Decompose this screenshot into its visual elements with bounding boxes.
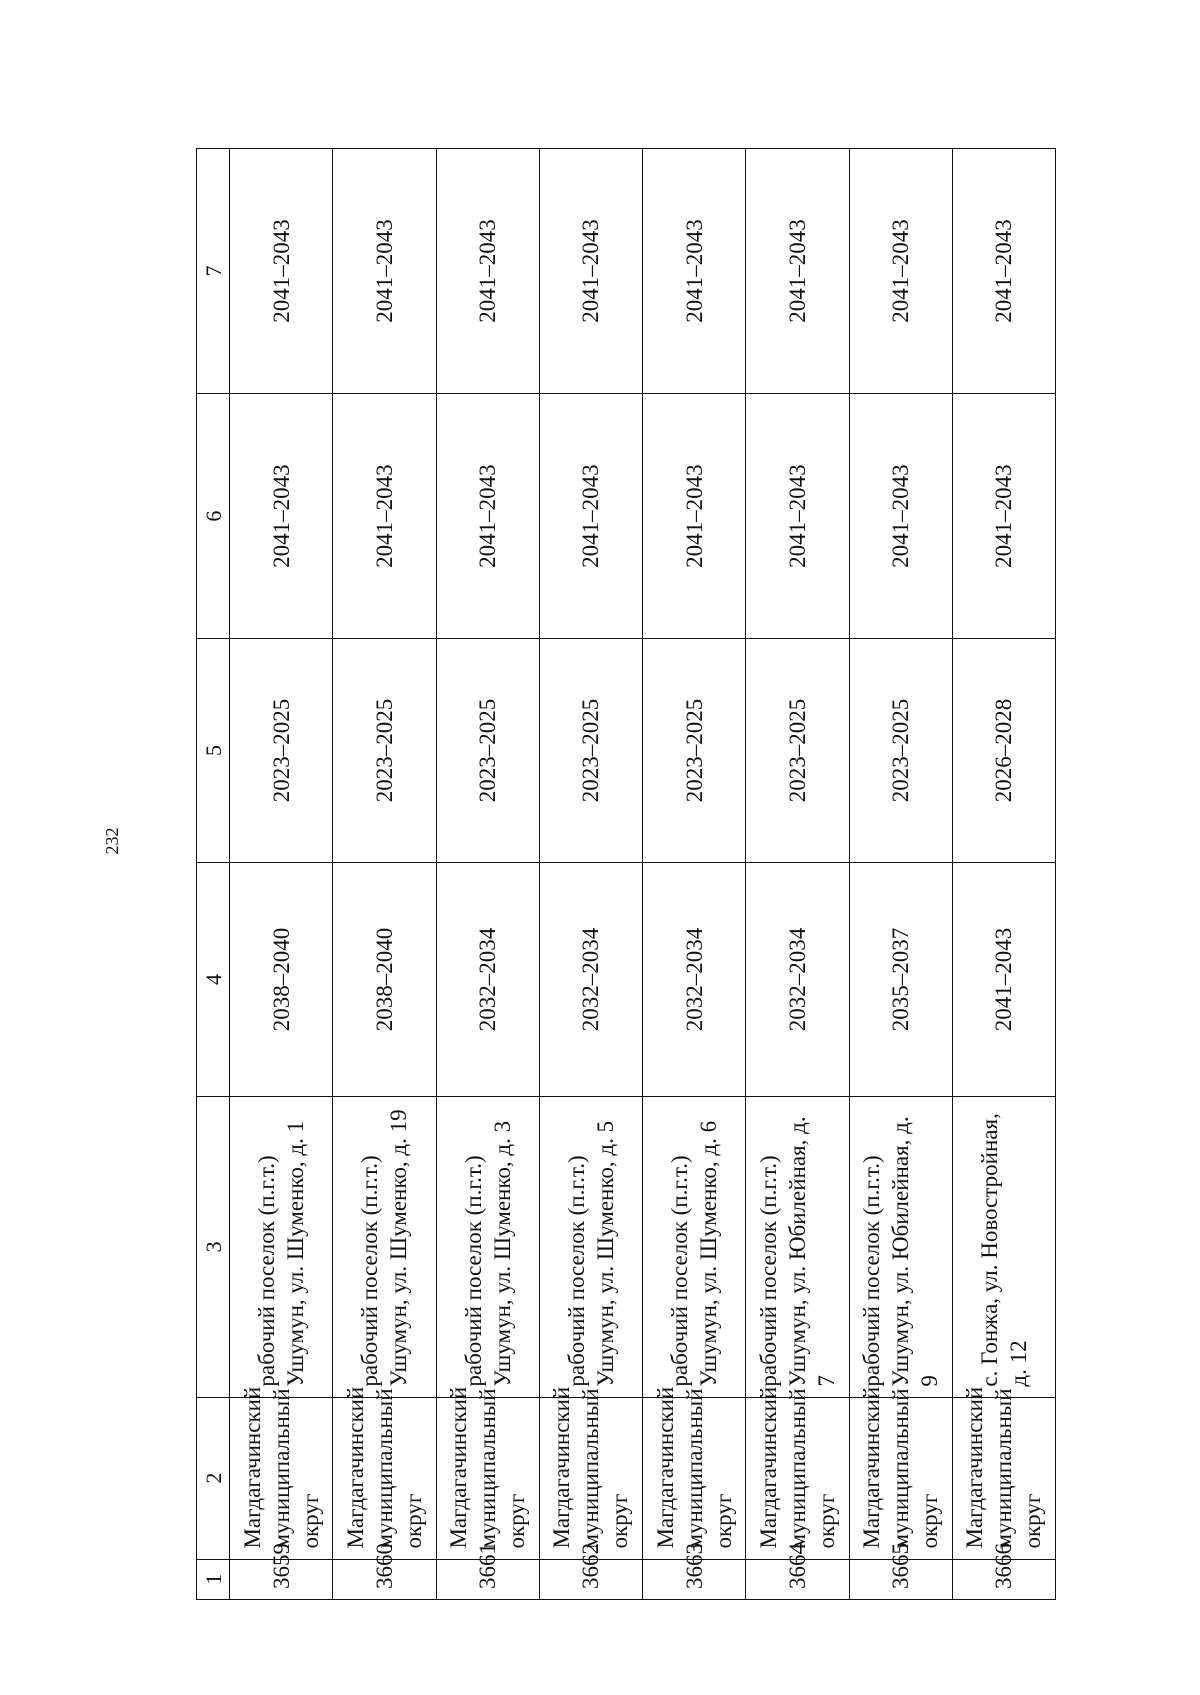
column-5-cell: 2026–2028 [952,639,1055,863]
row-number-cell: 3659 [230,1559,333,1599]
address-cell: с. Гонжа, ул. Новостройная, д. 12 [952,1097,1055,1397]
column-6-cell: 2041–2043 [436,394,539,639]
column-7-cell: 2041–2043 [952,149,1055,394]
table-row [746,149,849,1600]
column-6-cell: 2041–2043 [849,394,952,639]
district-cell: Магдагачинский муниципальный округ [952,1397,1055,1559]
column-4-cell: 2038–2040 [333,862,436,1096]
district-cell: Магдагачинский муниципальный округ [746,1397,849,1559]
registry-table [196,148,1056,1600]
table-row [436,149,539,1600]
table-wrapper [196,148,1056,1600]
district-cell: Магдагачинский муниципальный округ [333,1397,436,1559]
page-number: 232 [102,827,122,855]
row-number-cell: 3664 [746,1559,849,1599]
address-cell: рабочий поселок (п.г.т.) Ушумун, ул. Юбилейная, д. 9 [849,1097,952,1397]
table-row [952,149,1055,1600]
table-row [333,149,436,1600]
column-4-cell: 2032–2034 [436,862,539,1096]
column-4-cell: 2038–2040 [230,862,333,1096]
column-4-cell: 2041–2043 [952,862,1055,1096]
district-cell: Магдагачинский муниципальный округ [643,1397,746,1559]
district-cell: Магдагачинский муниципальный округ [436,1397,539,1559]
column-5-cell: 2023–2025 [746,639,849,863]
district-cell: Магдагачинский муниципальный округ [849,1397,952,1559]
row-number-cell: 3661 [436,1559,539,1599]
header-cell-4: 4 [197,862,230,1096]
address-cell: рабочий поселок (п.г.т.) Ушумун, ул. Шуменко, д. 1 [230,1097,333,1397]
column-4-cell: 2032–2034 [746,862,849,1096]
column-6-cell: 2041–2043 [746,394,849,639]
column-6-cell: 2041–2043 [333,394,436,639]
column-7-cell: 2041–2043 [333,149,436,394]
address-cell: рабочий поселок (п.г.т.) Ушумун, ул. Шуменко, д. 6 [643,1097,746,1397]
column-7-cell: 2041–2043 [746,149,849,394]
header-cell-7: 7 [197,149,230,394]
row-number-cell: 3662 [539,1559,642,1599]
column-4-cell: 2032–2034 [539,862,642,1096]
address-cell: рабочий поселок (п.г.т.) Ушумун, ул. Шуменко, д. 19 [333,1097,436,1397]
address-cell: рабочий поселок (п.г.т.) Ушумун, ул. Юбилейная, д. 7 [746,1097,849,1397]
column-5-cell: 2023–2025 [849,639,952,863]
header-cell-3: 3 [197,1097,230,1397]
row-number-cell: 3665 [849,1559,952,1599]
column-6-cell: 2041–2043 [230,394,333,639]
column-7-cell: 2041–2043 [643,149,746,394]
table-row [849,149,952,1600]
row-number-cell: 3660 [333,1559,436,1599]
district-cell: Магдагачинский муниципальный округ [539,1397,642,1559]
column-6-cell: 2041–2043 [539,394,642,639]
column-4-cell: 2032–2034 [643,862,746,1096]
column-6-cell: 2041–2043 [952,394,1055,639]
column-7-cell: 2041–2043 [436,149,539,394]
column-5-cell: 2023–2025 [230,639,333,863]
column-7-cell: 2041–2043 [849,149,952,394]
address-cell: рабочий поселок (п.г.т.) Ушумун, ул. Шуменко, д. 5 [539,1097,642,1397]
table-row [230,149,333,1600]
column-5-cell: 2023–2025 [539,639,642,863]
table-row [643,149,746,1600]
header-cell-5: 5 [197,639,230,863]
district-cell: Магдагачинский муниципальный округ [230,1397,333,1559]
table-row [539,149,642,1600]
column-7-cell: 2041–2043 [539,149,642,394]
column-4-cell: 2035–2037 [849,862,952,1096]
header-cell-1: 1 [197,1559,230,1599]
row-number-cell: 3663 [643,1559,746,1599]
table-header-row [197,149,230,1600]
column-5-cell: 2023–2025 [436,639,539,863]
header-cell-2: 2 [197,1397,230,1559]
column-6-cell: 2041–2043 [643,394,746,639]
address-cell: рабочий поселок (п.г.т.) Ушумун, ул. Шуменко, д. 3 [436,1097,539,1397]
column-5-cell: 2023–2025 [333,639,436,863]
column-7-cell: 2041–2043 [230,149,333,394]
row-number-cell: 3666 [952,1559,1055,1599]
column-5-cell: 2023–2025 [643,639,746,863]
header-cell-6: 6 [197,394,230,639]
